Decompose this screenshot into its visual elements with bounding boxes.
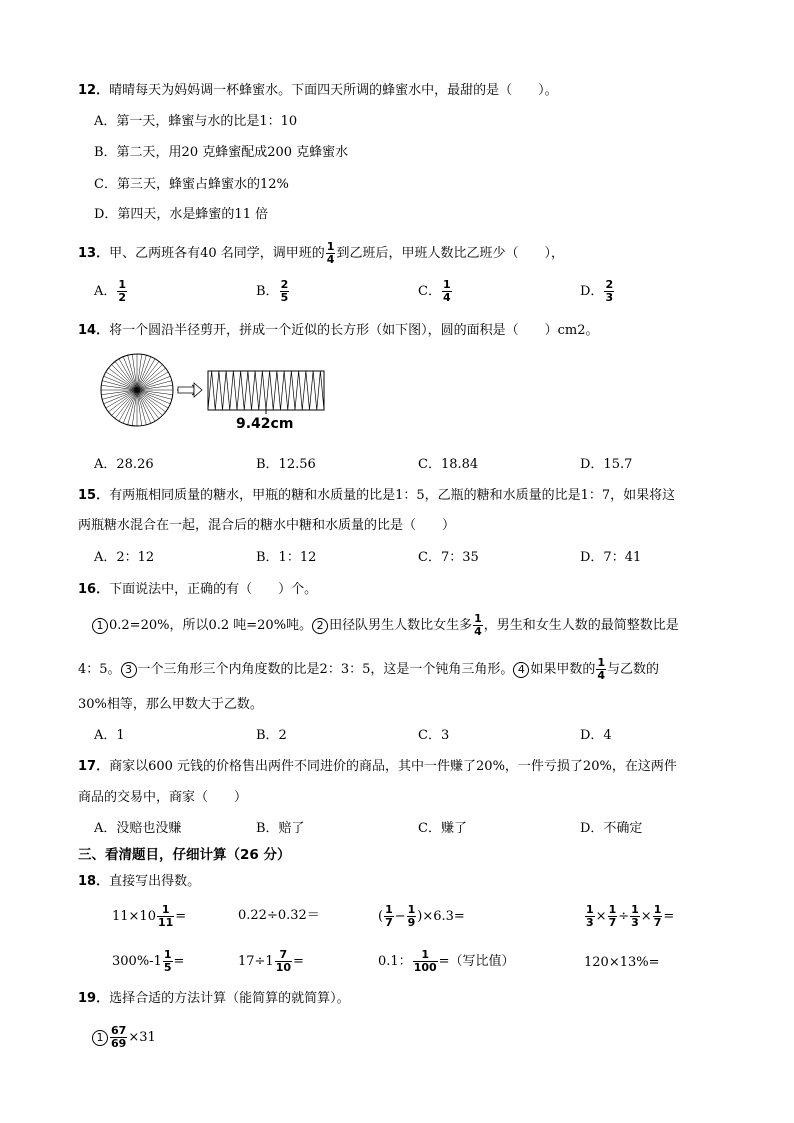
- q16-line2: [78, 656, 659, 684]
- q15-stem-line1: [78, 487, 675, 505]
- q17-option-a: A．没赔也没赚: [94, 821, 182, 836]
- q16-line1: [92, 612, 679, 640]
- q16-statement1: 0.2=20%，所以0.2 吨=20%吨。: [109, 618, 313, 633]
- circled-one-icon: 1: [92, 1030, 108, 1046]
- q12-number: 12．: [78, 83, 110, 98]
- circled-two-icon: 2: [312, 618, 328, 634]
- q16-statement2-a: 田径队男生人数比女生多: [329, 618, 473, 633]
- q18-expr-2: 0.22÷0.32＝: [238, 908, 320, 923]
- q17-stem-line1: [78, 758, 677, 776]
- q18-number: 18．: [78, 874, 110, 889]
- q13-option-a: A． $\frac{1}{2}$: [94, 278, 127, 304]
- q12-option-c: C．第三天，蜂蜜占蜂蜜水的12%: [94, 177, 289, 192]
- q16-statement2-end: 4：5。: [78, 662, 121, 677]
- q18-expr-3: ( $\frac{1}{7}$ − $\frac{1}{9}$ )×6.3=: [378, 903, 465, 929]
- q16-line3: 30%相等，那么甲数大于乙数。: [78, 697, 263, 712]
- q13-option-b: B． $\frac{2}{5}$: [256, 278, 289, 304]
- q14-figure-label: 9.42cm: [236, 416, 294, 432]
- q13-text-a: 甲、乙两班各有40 名同学，调甲班的: [109, 246, 325, 261]
- section-3-heading: 三、看清题目，仔细计算（26 分）: [78, 847, 291, 863]
- q13-number: 13．: [78, 246, 110, 261]
- q17-text-1: 商家以600 元钱的价格售出两件不同进价的商品，其中一件赚了20%，一件亏损了20%，在这两件: [109, 759, 677, 774]
- q12-stem: [78, 82, 558, 100]
- q14-option-c: C．18.84: [418, 457, 479, 472]
- circle-to-rectangle-diagram: [100, 352, 340, 438]
- q12-option-a: A．第一天，蜂蜜与水的比是1：10: [94, 114, 298, 129]
- q15-stem-line2: 两瓶糖水混合在一起，混合后的糖水中糖和水质量的比是（ ）: [78, 518, 456, 533]
- q17-option-b: B．赔了: [256, 821, 305, 836]
- q13-option-d: D． $\frac{2}{3}$: [580, 278, 614, 304]
- q17-number: 17．: [78, 759, 110, 774]
- q14-stem: [78, 322, 598, 340]
- q14-option-b: B．12.56: [256, 457, 316, 472]
- q14-number: 14．: [78, 323, 110, 338]
- q13-stem: [78, 240, 564, 268]
- q16-fraction-1: $\frac{1}{4}$: [474, 612, 482, 638]
- circled-four-icon: 4: [513, 662, 529, 678]
- q15-option-d: D．7：41: [580, 550, 642, 565]
- q19-expr-1: 1 $\frac{67}{69}$ ×31: [92, 1022, 156, 1054]
- q19-stem: [78, 990, 350, 1008]
- q12-text: 晴晴每天为妈妈调一杯蜂蜜水。下面四天所调的蜂蜜水中，最甜的是（ ）。: [109, 83, 558, 98]
- q16-statement2-b: ，男生和女生人数的最简整数比是: [483, 618, 679, 633]
- q16-fraction-2: $\frac{1}{4}$: [597, 656, 606, 682]
- q16-statement3: 一个三角形三个内角度数的比是2：3：5，这是一个钝角三角形。: [137, 662, 514, 677]
- q16-number: 16．: [78, 582, 110, 597]
- q18-expr-4: $\frac{1}{3}$ × $\frac{1}{7}$ ÷ $\frac{1}{3}$ × $\frac{1}{7}$ =: [586, 903, 675, 929]
- q15-option-b: B．1：12: [256, 550, 317, 565]
- q16-statement4-b: 与乙数的: [607, 662, 660, 677]
- q15-text-1: 有两瓶相同质量的糖水，甲瓶的糖和水质量的比是1：5，乙瓶的糖和水质量的比是1：7，如果将这: [109, 488, 676, 503]
- q14-option-d: D．15.7: [580, 457, 633, 472]
- q16-option-a: A．1: [94, 728, 125, 743]
- q12-option-b: B．第二天，用20 克蜂蜜配成200 克蜂蜜水: [94, 145, 349, 160]
- q18-stem: [78, 873, 200, 891]
- q13-option-c: C． $\frac{1}{4}$: [418, 278, 451, 304]
- q16-option-c: C．3: [418, 728, 450, 743]
- circled-one-icon: 1: [92, 618, 108, 634]
- q18-text: 直接写出得数。: [109, 874, 201, 889]
- q16-statement4-a: 如果甲数的: [530, 662, 596, 677]
- q18-expr-6: 17÷1 $\frac{7}{10}$ =: [238, 948, 304, 974]
- q18-expr-7: 0.1： $\frac{1}{100}$ =（写比值）: [378, 948, 515, 974]
- q16-stem: [78, 581, 317, 599]
- q18-expr-5: 300%-1 $\frac{1}{5}$ =: [112, 948, 185, 974]
- q17-option-c: C．赚了: [418, 821, 467, 836]
- q14-figure: [100, 352, 340, 438]
- q16-text: 下面说法中，正确的有（ ）个。: [109, 582, 318, 597]
- q12-option-d: D．第四天，水是蜂蜜的11 倍: [94, 207, 269, 222]
- q13-fraction: $\frac{1}{4}$: [326, 240, 335, 266]
- circled-three-icon: 3: [121, 662, 137, 678]
- q17-stem-line2: 商品的交易中，商家（ ）: [78, 790, 248, 805]
- q16-option-d: D．4: [580, 728, 612, 743]
- q15-option-a: A．2：12: [94, 550, 155, 565]
- q15-option-c: C．7：35: [418, 550, 479, 565]
- q18-expr-8: 120×13%=: [584, 955, 660, 970]
- q14-text: 将一个圆沿半径剪开，拼成一个近似的长方形（如下图），圆的面积是（ ）cm2。: [109, 323, 599, 338]
- q19-text: 选择合适的方法计算（能简算的就简算）。: [109, 991, 350, 1006]
- q16-option-b: B．2: [256, 728, 287, 743]
- q18-expr-1: 11×10 $\frac{1}{11}$ =: [112, 903, 187, 929]
- q19-number: 19．: [78, 991, 110, 1006]
- q15-number: 15．: [78, 488, 110, 503]
- q14-option-a: A．28.26: [94, 457, 154, 472]
- q13-text-b: 到乙班后，甲班人数比乙班少（ ），: [336, 246, 564, 261]
- q17-option-d: D．不确定: [580, 821, 643, 836]
